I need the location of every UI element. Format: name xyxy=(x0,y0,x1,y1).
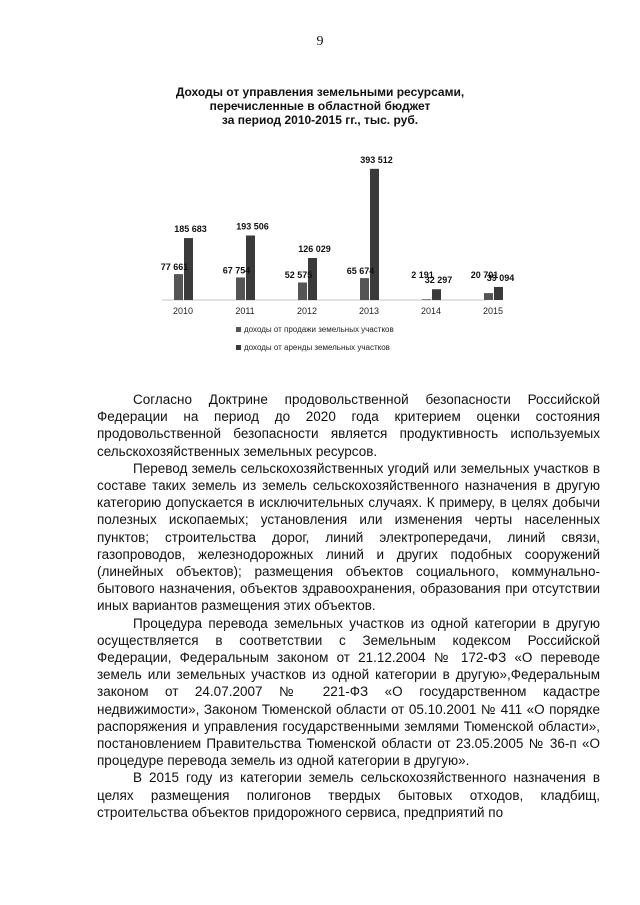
paragraph-3: Процедура перевода земельных участков из одной категории в другую осуществляется в соответствии с Земельным кодексом Российской Федерации, Федеральным законом от 21.12.2004 № 172-ФЗ «О переводе земель или земельных участков из одной категории в другую»,Федеральным законом от 24.07.2007 № 221-ФЗ «О государственном кадастре недвижимости», Законом Тюменской области от 05.10.2001 № 411 «О порядке распоряжения и управления государственными землями Тюменской области», постановлением Правительства Тюменской области от 23.05.2005 № 36-п «О процедуре перевода земель из одной категории в другую». xyxy=(97,615,600,769)
data-label-rent-2015: 39 094 xyxy=(486,272,515,283)
data-label-rent-2012: 126 029 xyxy=(298,243,331,254)
legend-swatch-rent xyxy=(236,345,241,350)
body-text xyxy=(97,391,600,821)
bar-sale-2015 xyxy=(484,293,493,300)
x-tick-label-2011: 2011 xyxy=(235,306,255,316)
data-label-sale-2011: 67 754 xyxy=(222,265,251,276)
data-label-sale-2015: 20 701 xyxy=(470,270,499,280)
income-bar-chart xyxy=(150,140,515,365)
bar-sale-2013 xyxy=(360,278,369,300)
legend-label-sale: доходы от продажи земельных участков xyxy=(244,325,394,334)
data-label-sale-2012: 52 575 xyxy=(284,270,313,280)
data-label-rent-2013: 393 512 xyxy=(360,154,393,165)
bar-rent-2014 xyxy=(432,289,441,300)
bar-rent-2015 xyxy=(494,287,503,300)
bar-rent-2013 xyxy=(370,169,379,300)
bar-sale-2011 xyxy=(236,277,245,300)
data-label-sale-2013: 65 674 xyxy=(346,266,375,277)
x-tick-label-2015: 2015 xyxy=(482,306,504,316)
bar-sale-2012 xyxy=(298,282,307,300)
x-tick-label-2013: 2013 xyxy=(358,306,380,316)
chart-title-line-3: за период 2010-2015 гг., тыс. руб. xyxy=(221,113,419,127)
data-label-rent-2014: 32 297 xyxy=(424,275,453,286)
chart-title xyxy=(150,85,490,127)
x-tick-label-2012: 2012 xyxy=(296,306,318,316)
data-label-sale-2014: 2 191 xyxy=(411,270,434,280)
bar-sale-2010 xyxy=(174,274,183,300)
paragraph-1: Согласно Доктрине продовольственной безопасности Российской Федерации на период до 2020 года критерием оценки состояния продовольственной безопасности является продуктивность используемых сельскохозяйственных земельных ресурсов. xyxy=(97,392,600,459)
x-tick-label-2010: 2010 xyxy=(172,306,194,316)
chart-title-line-1: Доходы от управления земельными ресурсами, xyxy=(175,85,465,99)
chart-title-line-2: перечисленные в областной бюджет xyxy=(209,99,431,113)
bar-sale-2014 xyxy=(422,299,431,300)
paragraph-2: Перевод земель сельскохозяйственных угодий или земельных участков в составе таких земель из земель сельскохозяйственного назначения в другую категорию допускается в исключительных случаях. К примеру, в целях добычи полезных ископаемых; установления или изменения черты населенных пунктов; строительства дорог, линий электропередачи, линий связи, газопроводов, железнодорожных линий и других подобных сооружений (линейных объектов); размещения объектов социального, коммунально-бытового назначения, объектов здравоохранения, образования при отсутствии иных вариантов размещения этих объектов. xyxy=(97,460,600,614)
data-label-rent-2010: 185 683 xyxy=(174,224,207,235)
data-label-rent-2011: 193 506 xyxy=(236,221,269,232)
legend-label-rent: доходы от аренды земельных участков xyxy=(244,343,390,352)
data-label-sale-2010: 77 661 xyxy=(160,262,189,273)
page-number: 9 xyxy=(316,34,324,49)
legend-swatch-sale xyxy=(236,327,241,332)
paragraph-4: В 2015 году из категории земель сельскохозяйственного назначения в целях размещения полигонов твердых бытовых отходов, кладбищ, строительства объектов придорожного сервиса, предприятий по xyxy=(97,770,600,820)
x-tick-label-2014: 2014 xyxy=(420,306,442,316)
